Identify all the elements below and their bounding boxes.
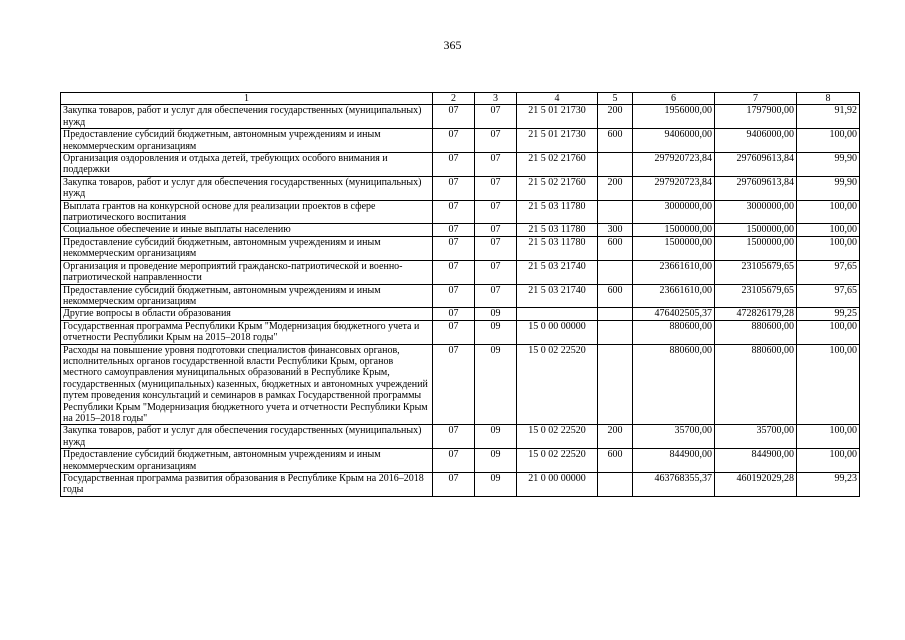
row-name: Закупка товаров, работ и услуг для обеспечения государственных (муниципальных) нужд xyxy=(61,105,433,129)
row-target-article: 21 5 01 21730 xyxy=(517,105,598,129)
row-name: Расходы на повышение уровня подготовки специалистов финансовых органов, исполнительных органов государственной власти Республики Крым, органов местного самоуправления муниципальных образований в Республике Крым, государственных (муниципальных) казенных, бюджетных и автономных учреждений путем проведения консультаций и семинаров в рамках Государственной программы Республики Крым "Модернизация бюджетного учета и отчетности Республики Крым на 2015–2018 годы" xyxy=(61,344,433,425)
row-executed-amount: 460192029,28 xyxy=(715,473,797,497)
row-name: Предоставление субсидий бюджетным, автономным учреждениям и иным некоммерческим организациям xyxy=(61,236,433,260)
row-section: 07 xyxy=(433,320,475,344)
row-expense-type: 300 xyxy=(598,224,633,236)
row-planned-amount: 9406000,00 xyxy=(633,129,715,153)
row-expense-type: 200 xyxy=(598,425,633,449)
row-execution-percent: 100,00 xyxy=(797,425,860,449)
row-executed-amount: 844900,00 xyxy=(715,449,797,473)
row-subsection: 07 xyxy=(475,153,517,177)
row-executed-amount: 1797900,00 xyxy=(715,105,797,129)
header-col-3: 3 xyxy=(475,93,517,105)
row-target-article: 21 5 03 21740 xyxy=(517,284,598,308)
row-section: 07 xyxy=(433,284,475,308)
row-execution-percent: 99,90 xyxy=(797,176,860,200)
table-row xyxy=(61,473,860,497)
header-col-2: 2 xyxy=(433,93,475,105)
row-planned-amount: 880600,00 xyxy=(633,344,715,425)
row-section: 07 xyxy=(433,236,475,260)
row-name: Организация и проведение мероприятий гражданско-патриотической и военно-патриотической направленности xyxy=(61,260,433,284)
row-subsection: 07 xyxy=(475,176,517,200)
table-row xyxy=(61,176,860,200)
row-execution-percent: 91,92 xyxy=(797,105,860,129)
page-number: 365 xyxy=(443,38,462,52)
table-row xyxy=(61,153,860,177)
row-section: 07 xyxy=(433,224,475,236)
row-expense-type xyxy=(598,153,633,177)
row-planned-amount: 1500000,00 xyxy=(633,236,715,260)
row-section: 07 xyxy=(433,344,475,425)
row-expense-type: 600 xyxy=(598,449,633,473)
row-planned-amount: 297920723,84 xyxy=(633,153,715,177)
row-target-article: 15 0 02 22520 xyxy=(517,449,598,473)
row-expense-type xyxy=(598,260,633,284)
row-name: Другие вопросы в области образования xyxy=(61,308,433,320)
row-target-article: 15 0 02 22520 xyxy=(517,425,598,449)
row-section: 07 xyxy=(433,153,475,177)
row-name: Закупка товаров, работ и услуг для обеспечения государственных (муниципальных) нужд xyxy=(61,425,433,449)
row-expense-type xyxy=(598,200,633,224)
row-executed-amount: 880600,00 xyxy=(715,344,797,425)
row-executed-amount: 472826179,28 xyxy=(715,308,797,320)
row-section: 07 xyxy=(433,308,475,320)
row-planned-amount: 297920723,84 xyxy=(633,176,715,200)
row-execution-percent: 97,65 xyxy=(797,260,860,284)
row-planned-amount: 463768355,37 xyxy=(633,473,715,497)
table-row xyxy=(61,425,860,449)
row-execution-percent: 100,00 xyxy=(797,344,860,425)
table-row xyxy=(61,449,860,473)
row-planned-amount: 476402505,37 xyxy=(633,308,715,320)
row-execution-percent: 97,65 xyxy=(797,284,860,308)
row-subsection: 09 xyxy=(475,344,517,425)
row-target-article: 21 5 02 21760 xyxy=(517,176,598,200)
row-executed-amount: 3000000,00 xyxy=(715,200,797,224)
row-target-article: 21 5 02 21760 xyxy=(517,153,598,177)
row-expense-type: 600 xyxy=(598,129,633,153)
row-section: 07 xyxy=(433,176,475,200)
row-section: 07 xyxy=(433,260,475,284)
header-col-8: 8 xyxy=(797,93,860,105)
row-subsection: 07 xyxy=(475,129,517,153)
row-executed-amount: 1500000,00 xyxy=(715,236,797,260)
row-expense-type: 200 xyxy=(598,105,633,129)
row-planned-amount: 844900,00 xyxy=(633,449,715,473)
row-subsection: 07 xyxy=(475,236,517,260)
row-execution-percent: 100,00 xyxy=(797,200,860,224)
row-execution-percent: 99,90 xyxy=(797,153,860,177)
row-target-article: 21 0 00 00000 xyxy=(517,473,598,497)
row-planned-amount: 3000000,00 xyxy=(633,200,715,224)
row-executed-amount: 35700,00 xyxy=(715,425,797,449)
row-planned-amount: 1500000,00 xyxy=(633,224,715,236)
table-row xyxy=(61,105,860,129)
row-target-article: 21 5 03 11780 xyxy=(517,224,598,236)
row-name: Предоставление субсидий бюджетным, автономным учреждениям и иным некоммерческим организациям xyxy=(61,449,433,473)
row-execution-percent: 99,25 xyxy=(797,308,860,320)
table-row xyxy=(61,260,860,284)
row-name: Государственная программа развития образования в Республике Крым на 2016–2018 годы xyxy=(61,473,433,497)
row-planned-amount: 1956000,00 xyxy=(633,105,715,129)
row-target-article xyxy=(517,308,598,320)
row-section: 07 xyxy=(433,449,475,473)
row-name: Государственная программа Республики Крым "Модернизация бюджетного учета и отчетности Республики Крым на 2015–2018 годы" xyxy=(61,320,433,344)
row-execution-percent: 100,00 xyxy=(797,236,860,260)
header-col-5: 5 xyxy=(598,93,633,105)
row-target-article: 15 0 02 22520 xyxy=(517,344,598,425)
table-row xyxy=(61,284,860,308)
row-executed-amount: 297609613,84 xyxy=(715,176,797,200)
header-row xyxy=(61,93,860,105)
row-executed-amount: 1500000,00 xyxy=(715,224,797,236)
row-executed-amount: 9406000,00 xyxy=(715,129,797,153)
row-target-article: 21 5 01 21730 xyxy=(517,129,598,153)
row-subsection: 09 xyxy=(475,473,517,497)
row-section: 07 xyxy=(433,129,475,153)
table-row xyxy=(61,129,860,153)
row-subsection: 07 xyxy=(475,200,517,224)
row-subsection: 07 xyxy=(475,105,517,129)
row-execution-percent: 100,00 xyxy=(797,320,860,344)
row-target-article: 21 5 03 11780 xyxy=(517,200,598,224)
row-subsection: 09 xyxy=(475,425,517,449)
header-col-6: 6 xyxy=(633,93,715,105)
row-execution-percent: 100,00 xyxy=(797,449,860,473)
row-subsection: 07 xyxy=(475,284,517,308)
row-section: 07 xyxy=(433,425,475,449)
row-section: 07 xyxy=(433,200,475,224)
row-expense-type: 200 xyxy=(598,176,633,200)
row-section: 07 xyxy=(433,473,475,497)
row-subsection: 09 xyxy=(475,308,517,320)
row-name: Закупка товаров, работ и услуг для обеспечения государственных (муниципальных) нужд xyxy=(61,176,433,200)
table-row xyxy=(61,236,860,260)
row-expense-type xyxy=(598,308,633,320)
row-planned-amount: 23661610,00 xyxy=(633,260,715,284)
table-row xyxy=(61,320,860,344)
table-row xyxy=(61,308,860,320)
header-col-1: 1 xyxy=(61,93,433,105)
table-row xyxy=(61,344,860,425)
row-name: Предоставление субсидий бюджетным, автономным учреждениям и иным некоммерческим организациям xyxy=(61,284,433,308)
row-expense-type xyxy=(598,473,633,497)
row-expense-type xyxy=(598,320,633,344)
row-subsection: 09 xyxy=(475,320,517,344)
row-executed-amount: 23105679,65 xyxy=(715,284,797,308)
row-expense-type xyxy=(598,344,633,425)
row-section: 07 xyxy=(433,105,475,129)
row-name: Организация оздоровления и отдыха детей, требующих особого внимания и поддержки xyxy=(61,153,433,177)
row-target-article: 21 5 03 11780 xyxy=(517,236,598,260)
table-row xyxy=(61,224,860,236)
row-executed-amount: 297609613,84 xyxy=(715,153,797,177)
row-execution-percent: 100,00 xyxy=(797,224,860,236)
row-expense-type: 600 xyxy=(598,284,633,308)
row-name: Выплата грантов на конкурсной основе для реализации проектов в сфере патриотического воспитания xyxy=(61,200,433,224)
budget-table xyxy=(60,92,860,497)
row-name: Предоставление субсидий бюджетным, автономным учреждениям и иным некоммерческим организациям xyxy=(61,129,433,153)
header-col-7: 7 xyxy=(715,93,797,105)
row-target-article: 15 0 00 00000 xyxy=(517,320,598,344)
row-planned-amount: 23661610,00 xyxy=(633,284,715,308)
row-planned-amount: 35700,00 xyxy=(633,425,715,449)
row-executed-amount: 880600,00 xyxy=(715,320,797,344)
row-name: Социальное обеспечение и иные выплаты населению xyxy=(61,224,433,236)
header-col-4: 4 xyxy=(517,93,598,105)
table-row xyxy=(61,200,860,224)
row-subsection: 07 xyxy=(475,260,517,284)
row-subsection: 09 xyxy=(475,449,517,473)
row-executed-amount: 23105679,65 xyxy=(715,260,797,284)
row-execution-percent: 99,23 xyxy=(797,473,860,497)
row-subsection: 07 xyxy=(475,224,517,236)
row-execution-percent: 100,00 xyxy=(797,129,860,153)
row-expense-type: 600 xyxy=(598,236,633,260)
row-planned-amount: 880600,00 xyxy=(633,320,715,344)
row-target-article: 21 5 03 21740 xyxy=(517,260,598,284)
